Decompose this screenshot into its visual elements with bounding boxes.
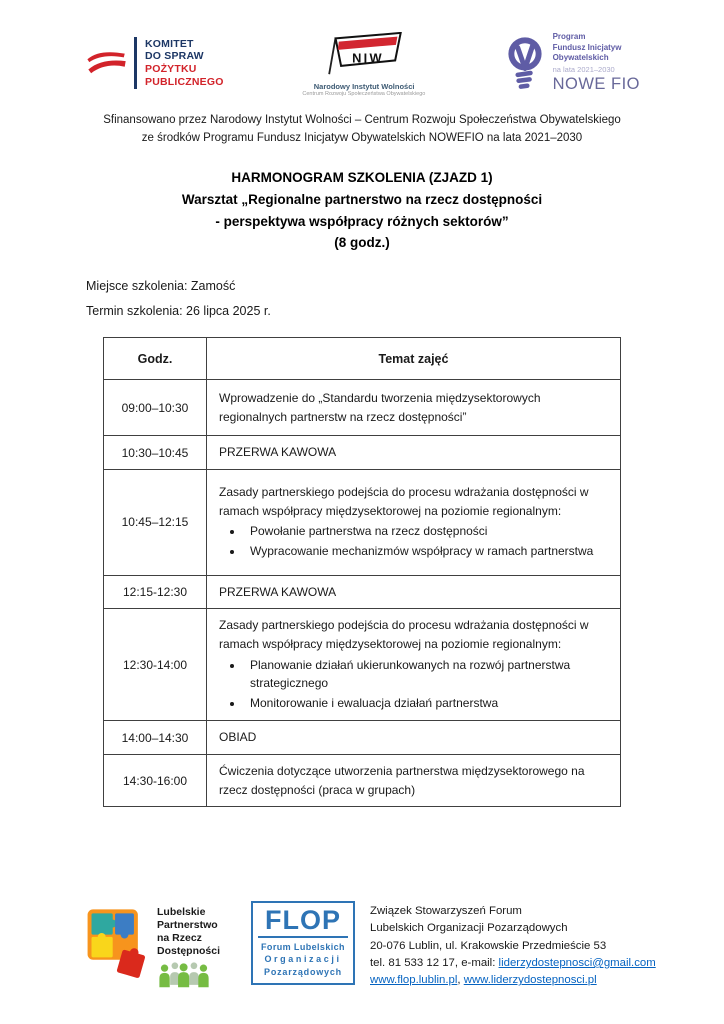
- nowefio-logo: [505, 32, 640, 93]
- funding-note: [0, 111, 724, 148]
- flop-logo: [251, 901, 355, 985]
- email-link[interactable]: liderzydostepnosci@gmail.com: [498, 956, 656, 969]
- website-link-flop[interactable]: www.flop.lublin.pl: [370, 974, 458, 987]
- nowefio-program-line: Obywatelskich: [552, 53, 609, 63]
- topic-text: Zasady partnerskiego podejścia do procesu wdrażania dostępności w ramach współpracy międzysektorowej na poziomie regionalnym:: [219, 485, 589, 518]
- polish-flag-icon: [86, 49, 128, 77]
- nowefio-wordmark: NOWE FIO: [552, 74, 640, 93]
- komitet-line: KOMITET: [145, 37, 194, 50]
- table-row: [104, 575, 621, 609]
- divider: [134, 37, 137, 89]
- flop-caption-line: Pozarządowych: [264, 966, 342, 977]
- topic-bullet: • Powołanie partnerstwa na rzecz dostępności: [244, 522, 608, 541]
- contact-org-line-1: Związek Stowarzyszeń Forum: [370, 905, 522, 917]
- page-title: [0, 167, 724, 254]
- komitet-line: DO SPRAW: [145, 50, 204, 63]
- footer: [86, 901, 682, 993]
- niw-subcaption: Centrum Rozwoju Społeczeństwa Obywatelskiego: [302, 90, 426, 97]
- topic-text: PRZERWA KAWOWA: [219, 584, 337, 599]
- contact-phone: tel. 81 533 12 17, e-mail:: [370, 956, 499, 969]
- komitet-line: POŻYTKU: [145, 63, 197, 75]
- table-header-row: [104, 338, 621, 380]
- website-link-liderzy[interactable]: www.liderzydostepnosci.pl: [463, 974, 597, 987]
- time-cell: 10:45–12:15: [104, 469, 207, 575]
- topic-cell: [207, 380, 621, 436]
- training-place: Miejsce szkolenia: Zamość: [86, 279, 236, 294]
- table-row: [104, 469, 621, 575]
- lpd-name-line: na Rzecz: [157, 932, 202, 945]
- time-cell: 14:00–14:30: [104, 721, 207, 755]
- niw-flag-icon: [318, 32, 410, 76]
- flop-caption-line: Organizacji: [264, 954, 342, 965]
- topic-cell: [207, 755, 621, 807]
- flop-caption-line: Forum Lubelskich: [261, 942, 345, 953]
- col-header-topic: Temat zajęć: [207, 338, 621, 380]
- col-header-time: Godz.: [104, 338, 207, 380]
- training-date: Termin szkolenia: 26 lipca 2025 r.: [86, 304, 271, 319]
- title-line-1: HARMONOGRAM SZKOLENIA (ZJAZD 1): [231, 169, 493, 185]
- time-cell: 10:30–10:45: [104, 436, 207, 470]
- training-meta: [86, 279, 724, 318]
- lpd-name-line: Dostępności: [157, 945, 221, 958]
- funding-line-2: ze środków Programu Fundusz Inicjatyw Obywatelskich NOWEFIO na lata 2021–2030: [141, 132, 583, 145]
- topic-cell: [207, 436, 621, 470]
- topic-text: Ćwiczenia dotyczące utworzenia partnerstwa międzysektorowego na rzecz dostępności (praca w grupach): [219, 764, 585, 797]
- contact-org-line-2: Lubelskich Organizacji Pozarządowych: [370, 922, 568, 935]
- header-logos: [86, 26, 640, 100]
- divider: [258, 936, 348, 938]
- nowefio-program-line: Program: [552, 32, 586, 42]
- topic-bullets: [219, 522, 608, 560]
- contact-address: 20-076 Lublin, ul. Krakowskie Przedmieście 53: [370, 939, 607, 952]
- schedule-table: [103, 337, 621, 807]
- contact-block: [370, 901, 682, 990]
- topic-bullet: • Wypracowanie mechanizmów współpracy w ramach partnerstwa: [244, 542, 608, 561]
- komitet-line: PUBLICZNEGO: [145, 75, 224, 88]
- niw-caption: Narodowy Instytut Wolności: [313, 81, 415, 91]
- flop-acronym: FLOP: [265, 905, 341, 935]
- lpd-name-line: Lubelskie: [157, 906, 206, 918]
- nowefio-years: na lata 2021–2030: [552, 64, 615, 74]
- time-cell: 12:30-14:00: [104, 609, 207, 721]
- time-cell: 12:15-12:30: [104, 575, 207, 609]
- link-separator: ,: [457, 974, 464, 987]
- topic-cell: [207, 721, 621, 755]
- time-cell: 14:30-16:00: [104, 755, 207, 807]
- niw-logo: [297, 32, 431, 97]
- people-icon: [157, 961, 215, 988]
- topic-cell: [207, 469, 621, 575]
- topic-cell: [207, 609, 621, 721]
- topic-text: OBIAD: [219, 730, 257, 745]
- topic-bullet: • Planowanie działań ukierunkowanych na rozwój partnerstwa strategicznego: [244, 656, 608, 693]
- niw-acronym: NIW: [352, 49, 384, 65]
- table-row: [104, 609, 621, 721]
- topic-text: Wprowadzenie do „Standardu tworzenia międzysektorowych regionalnych partnerstw na rzecz dostępności”: [219, 391, 541, 424]
- lightbulb-icon: [505, 35, 545, 91]
- topic-bullet: • Monitorowanie i ewaluacja działań partnerstwa: [244, 694, 608, 713]
- topic-text: PRZERWA KAWOWA: [219, 445, 337, 460]
- topic-text: Zasady partnerskiego podejścia do procesu wdrażania dostępności w ramach współpracy międzysektorowej na poziomie regionalnym:: [219, 618, 589, 652]
- puzzle-icon: [86, 901, 152, 987]
- time-cell: 09:00–10:30: [104, 380, 207, 436]
- funding-line-1: Sfinansowano przez Narodowy Instytut Wolności – Centrum Rozwoju Społeczeństwa Obywatelskiego: [103, 114, 621, 126]
- table-row: [104, 755, 621, 807]
- title-line-2: Warsztat „Regionalne partnerstwo na rzecz dostępności: [181, 191, 543, 207]
- table-row: [104, 721, 621, 755]
- nowefio-program-line: Fundusz Inicjatyw: [552, 42, 622, 52]
- topic-bullets: [219, 656, 608, 713]
- lubelskie-partnerstwo-logo: [86, 901, 236, 993]
- topic-cell: [207, 575, 621, 609]
- lpd-name-line: Partnerstwo: [157, 919, 218, 932]
- komitet-logo: [86, 37, 224, 89]
- table-row: [104, 436, 621, 470]
- table-row: [104, 380, 621, 436]
- title-line-3: - perspektywa współpracy różnych sektorów”: [215, 213, 509, 229]
- title-line-4: (8 godz.): [334, 235, 390, 251]
